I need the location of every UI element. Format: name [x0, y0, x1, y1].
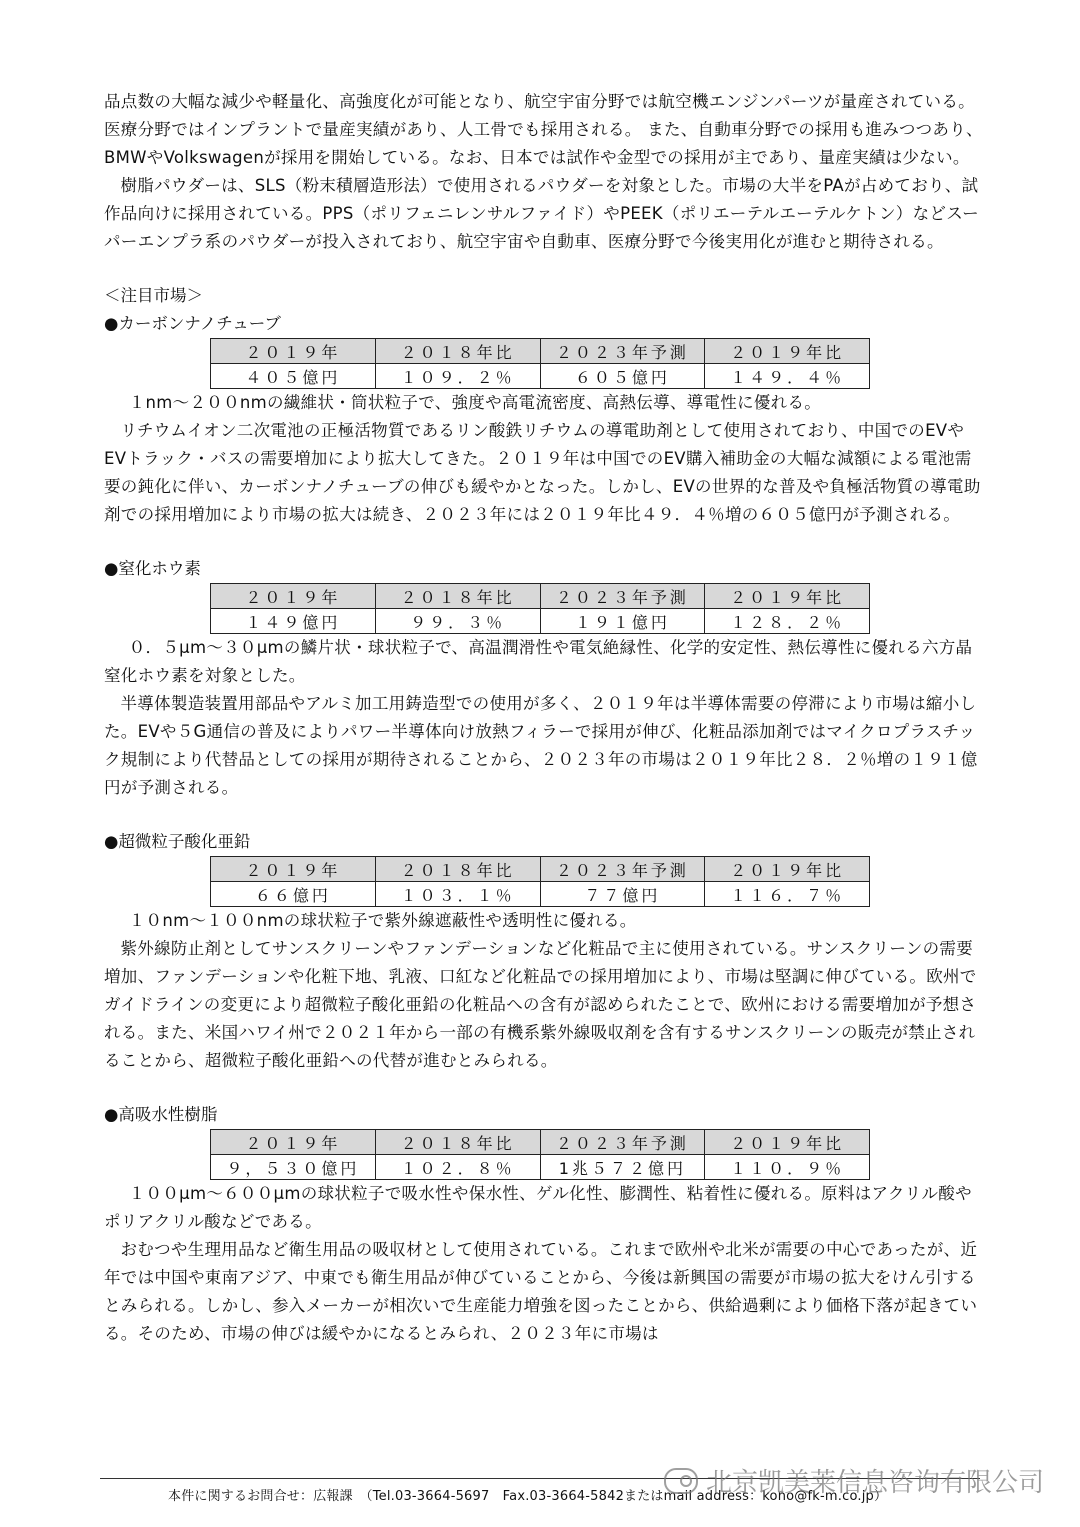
- market-table: [210, 338, 870, 389]
- header-vs-2018: ２０１８年比: [375, 857, 540, 882]
- header-2019: ２０１９年: [211, 584, 376, 609]
- header-vs-2019: ２０１９年比: [705, 339, 870, 364]
- value-2023-forecast: １９１億円: [540, 609, 705, 634]
- market-analysis: リチウムイオン二次電池の正極活物質であるリン酸鉄リチウムの導電助剤として使用されており、中国でのEVやEVトラック・バスの需要増加により拡大してきた。２０１９年は中国でのEV購入補助金の大幅な減額による電池需要の鈍化に伴い、カーボンナノチューブの伸びも緩やかとなった。しかし、EVの世界的な普及や負極活物質の導電助剤での採用増加により市場の拡大は続き、２０２３年には２０１９年比４９．４％増の６０５億円が予測される。: [104, 421, 981, 524]
- header-vs-2019: ２０１９年比: [705, 857, 870, 882]
- market-section: [104, 310, 984, 529]
- market-title: ●カーボンナノチューブ: [104, 314, 281, 333]
- market-table: [210, 583, 870, 634]
- market-table: [210, 856, 870, 907]
- intro-paragraph-1: 品点数の大幅な減少や軽量化、高強度化が可能となり、航空宇宙分野では航空機エンジンパーツが量産されている。医療分野ではインプラントで量産実績があり、人工骨でも採用される。 また、自動車分野での採用も進みつつあり、BMWやVolkswagenが採用を開始している。なお、日本では試作や金型での採用が主であり、量産実績は少ない。: [104, 92, 983, 167]
- value-vs-2018: １０９．２％: [375, 364, 540, 389]
- header-vs-2018: ２０１８年比: [375, 1130, 540, 1155]
- market-title: ●高吸水性樹脂: [104, 1105, 218, 1124]
- market-section: [104, 828, 984, 1075]
- value-vs-2018: １０３．１％: [375, 882, 540, 907]
- header-vs-2019: ２０１９年比: [705, 1130, 870, 1155]
- wechat-icon: [664, 1468, 698, 1494]
- document-body: [104, 88, 984, 1348]
- footer-contact: 本件に関するお問合せ：広報課 （Tel.03-3664-5697 Fax.03-3664-5842またはmail address：kono@fk-m.co.jp）: [168, 1489, 888, 1504]
- header-2019: ２０１９年: [211, 1130, 376, 1155]
- section-label: ＜注目市場＞: [104, 286, 203, 305]
- market-analysis: 紫外線防止剤としてサンスクリーンやファンデーションなど化粧品で主に使用されている。サンスクリーンの需要増加、ファンデーションや化粧下地、乳液、口紅など化粧品での採用増加により、市場は堅調に伸びている。欧州でガイドラインの変更により超微粒子酸化亜鉛の化粧品への含有が認められたことで、欧州における需要増加が予想される。また、米国ハワイ州で２０２１年から一部の有機系紫外線吸収剤を含有するサンスクリーンの販売が禁止されることから、超微粒子酸化亜鉛への代替が進むとみられる。: [104, 939, 977, 1070]
- market-description: ０．５μm～３０μmの鱗片状・球状粒子で、高温潤滑性や電気絶縁性、化学的安定性、熱伝導性に優れる六方晶窒化ホウ素を対象とした。: [104, 638, 973, 685]
- header-2023-forecast: ２０２３年予測: [540, 584, 705, 609]
- market-description: １００μm～６００μmの球状粒子で吸水性や保水性、ゲル化性、膨潤性、粘着性に優れる。原料はアクリル酸やポリアクリル酸などである。: [104, 1184, 972, 1231]
- value-vs-2019: １２８．２％: [705, 609, 870, 634]
- intro-paragraph-2: 樹脂パウダーは、SLS（粉末積層造形法）で使用されるパウダーを対象とした。市場の大半をPAが占めており、試作品向けに採用されている。PPS（ポリフェニレンサルファイド）やPEEK（ポリエーテルエーテルケトン）などスーパーエンプラ系のパウダーが投入されており、航空宇宙や自動車、医療分野で今後実用化が進むと期待される。: [104, 176, 979, 251]
- value-vs-2018: １０２．８％: [375, 1155, 540, 1180]
- header-vs-2018: ２０１８年比: [375, 339, 540, 364]
- watermark: [664, 1462, 1044, 1499]
- value-vs-2019: １４９．４％: [705, 364, 870, 389]
- header-2023-forecast: ２０２３年予測: [540, 1130, 705, 1155]
- market-description: １０nm～１００nmの球状粒子で紫外線遮蔽性や透明性に優れる。: [128, 911, 637, 930]
- value-2019: ４０５億円: [211, 364, 376, 389]
- value-vs-2019: １１６．７％: [705, 882, 870, 907]
- value-2019: ６６億円: [211, 882, 376, 907]
- market-description: １nm～２００nmの繊維状・筒状粒子で、強度や高電流密度、高熱伝導、導電性に優れる。: [128, 393, 822, 412]
- value-2019: ９，５３０億円: [211, 1155, 376, 1180]
- header-vs-2018: ２０１８年比: [375, 584, 540, 609]
- market-section: [104, 555, 984, 802]
- market-title: ●超微粒子酸化亜鉛: [104, 832, 251, 851]
- market-analysis: おむつや生理用品など衛生用品の吸収材として使用されている。これまで欧州や北米が需要の中心であったが、近年では中国や東南アジア、中東でも衛生用品が伸びていることから、今後は新興国の需要が市場の拡大をけん引するとみられる。しかし、参入メーカーが相次いで生産能力増強を図ったことから、供給過剰により価格下落が起きている。そのため、市場の伸びは緩やかになるとみられ、２０２３年に市場は: [104, 1240, 978, 1343]
- header-2023-forecast: ２０２３年予測: [540, 857, 705, 882]
- value-2019: １４９億円: [211, 609, 376, 634]
- value-2023-forecast: ６０５億円: [540, 364, 705, 389]
- watermark-text: 北京凯美莱信息咨询有限公司: [705, 1468, 1044, 1498]
- value-2023-forecast: 1兆５７２億円: [540, 1155, 705, 1180]
- header-2019: ２０１９年: [211, 857, 376, 882]
- value-2023-forecast: ７７億円: [540, 882, 705, 907]
- market-table: [210, 1129, 870, 1180]
- value-vs-2019: １１０．９％: [705, 1155, 870, 1180]
- market-section: [104, 1101, 984, 1348]
- market-analysis: 半導体製造装置用部品やアルミ加工用鋳造型での使用が多く、２０１９年は半導体需要の停滞により市場は縮小した。EVや５G通信の普及によりパワー半導体向け放熱フィラーで採用が伸び、化粧品添加剤ではマイクロプラスチック規制により代替品としての採用が期待されることから、２０２３年の市場は２０１９年比２８．２％増の１９１億円が予測される。: [104, 694, 978, 797]
- header-2023-forecast: ２０２３年予測: [540, 339, 705, 364]
- header-2019: ２０１９年: [211, 339, 376, 364]
- market-title: ●窒化ホウ素: [104, 559, 201, 578]
- value-vs-2018: ９９．３％: [375, 609, 540, 634]
- header-vs-2019: ２０１９年比: [705, 584, 870, 609]
